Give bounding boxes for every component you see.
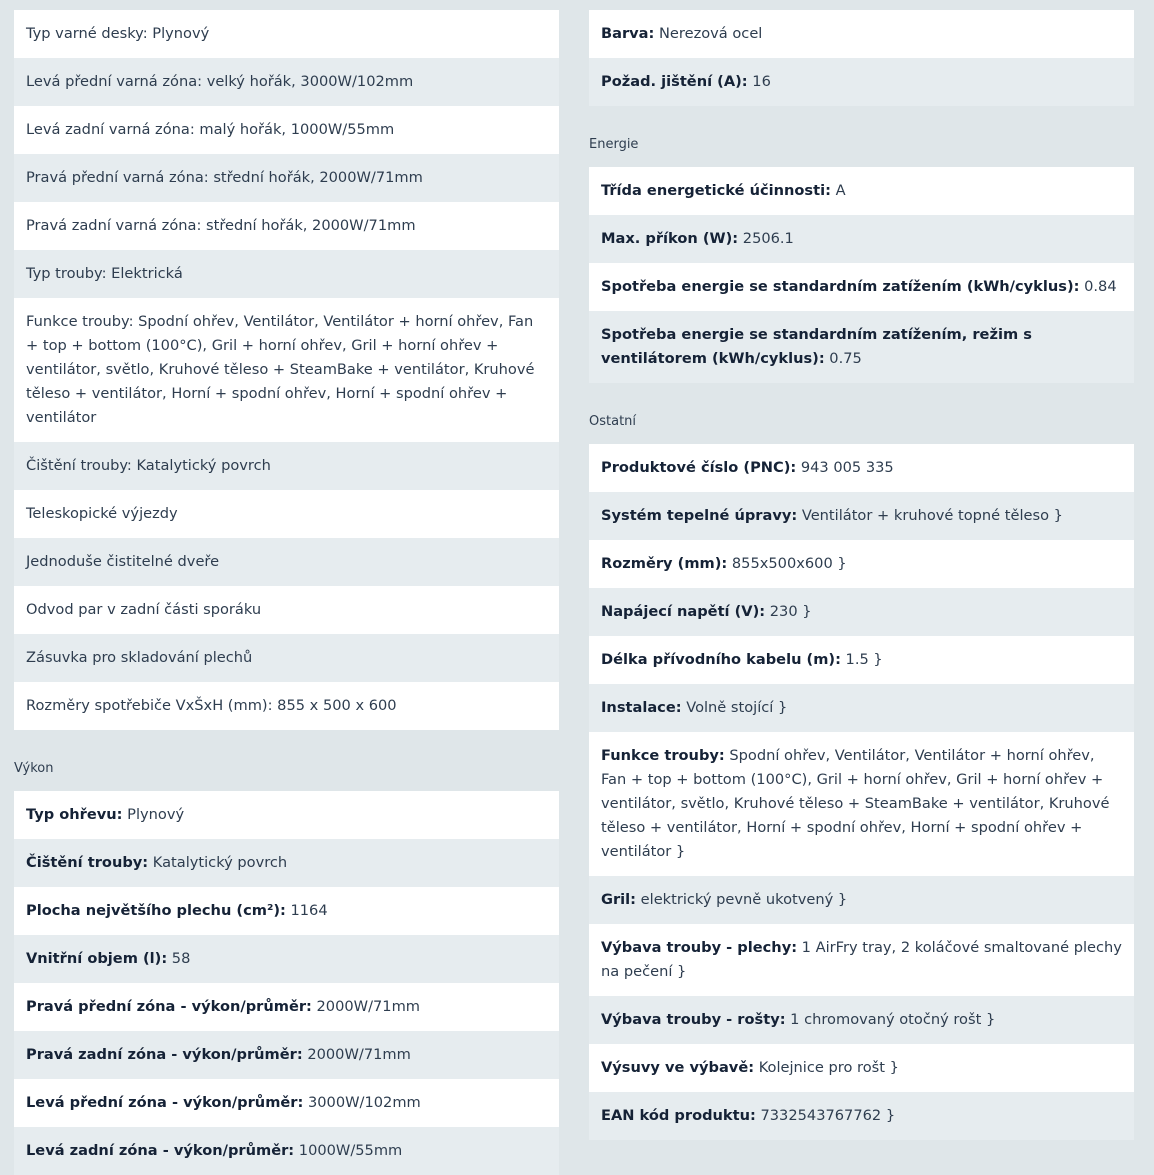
spec-value: 7332543767762 } xyxy=(755,1107,896,1124)
spec-value: 2000W/71mm xyxy=(302,1046,411,1063)
spec-key: Pravá zadní zóna - výkon/průměr: xyxy=(26,1046,303,1063)
feature-row: Funkce trouby: Spodní ohřev, Ventilátor, Ventilátor + horní ohřev, Fan + top + bottom (100°C), Gril + horní ohřev, Gril + horní ohřev + ventilátor, světlo, Kruhové těleso + SteamBake + ventilátor, Kruhové těleso + ventilátor, Horní + spodní ohřev, Horní + spodní ohřev + ventilátor xyxy=(14,298,559,442)
feature-row: Teleskopické výjezdy xyxy=(14,490,559,538)
spec-row xyxy=(589,876,1134,924)
spec-key: Levá zadní zóna - výkon/průměr: xyxy=(26,1142,295,1159)
vykon-list xyxy=(14,791,559,1175)
spec-key: Produktové číslo (PNC): xyxy=(601,459,797,476)
spec-value: 1 AirFry tray, 2 koláčové smaltované plechy na pečení } xyxy=(601,939,1122,980)
feature-row: Typ trouby: Elektrická xyxy=(14,250,559,298)
spec-row xyxy=(589,732,1134,876)
spec-key: Vnitřní objem (l): xyxy=(26,950,168,967)
spec-key: Pravá přední zóna - výkon/průměr: xyxy=(26,998,312,1015)
spec-value: 1 chromovaný otočný rošt } xyxy=(785,1011,996,1028)
section-title-ostatni: Ostatní xyxy=(589,414,637,429)
spec-value: Katalytický povrch xyxy=(148,854,288,871)
spec-key: Funkce trouby: xyxy=(601,747,725,764)
spec-value: 0.75 xyxy=(824,350,862,367)
spec-row xyxy=(589,492,1134,540)
spec-row xyxy=(589,263,1134,311)
spec-row xyxy=(14,1127,559,1175)
feature-row: Levá zadní varná zóna: malý hořák, 1000W/55mm xyxy=(14,106,559,154)
spec-row xyxy=(589,215,1134,263)
feature-row: Typ varné desky: Plynový xyxy=(14,10,559,58)
right-column xyxy=(589,10,1134,1140)
spec-row xyxy=(14,983,559,1031)
spec-key: Systém tepelné úpravy: xyxy=(601,507,798,524)
spec-value: Ventilátor + kruhové topné těleso } xyxy=(797,507,1063,524)
spec-key: Levá přední zóna - výkon/průměr: xyxy=(26,1094,304,1111)
section-title-vykon: Výkon xyxy=(14,761,54,776)
spec-key: Výbava trouby - rošty: xyxy=(601,1011,786,1028)
ostatni-list xyxy=(589,444,1134,1140)
feature-list xyxy=(14,10,559,730)
spec-key: EAN kód produktu: xyxy=(601,1107,756,1124)
spec-row xyxy=(589,540,1134,588)
spec-value: 0.84 xyxy=(1079,278,1117,295)
spec-row xyxy=(14,935,559,983)
spec-value: 1164 xyxy=(285,902,328,919)
energie-list xyxy=(589,167,1134,383)
spec-value: 3000W/102mm xyxy=(303,1094,421,1111)
spec-key: Čištění trouby: xyxy=(26,854,149,871)
spec-value: elektrický pevně ukotvený } xyxy=(636,891,848,908)
spec-value: 1000W/55mm xyxy=(294,1142,403,1159)
spec-row xyxy=(589,167,1134,215)
spec-value: Spodní ohřev, Ventilátor, Ventilátor + horní ohřev, Fan + top + bottom (100°C), Gril + horní ohřev, Gril + horní ohřev + ventilátor, světlo, Kruhové těleso + SteamBake + ventilátor, Kruhové těleso + ventilátor, Horní + spodní ohřev, Horní + spodní ohřev + ventilátor } xyxy=(601,747,1110,860)
section-title-energie: Energie xyxy=(589,137,639,152)
spec-key: Max. příkon (W): xyxy=(601,230,739,247)
spec-value: 855x500x600 } xyxy=(727,555,847,572)
feature-row: Odvod par v zadní části sporáku xyxy=(14,586,559,634)
spec-row xyxy=(589,924,1134,996)
spec-row xyxy=(589,996,1134,1044)
spec-row xyxy=(589,311,1134,383)
spec-row xyxy=(14,791,559,839)
spec-row xyxy=(14,1031,559,1079)
spec-key: Spotřeba energie se standardním zatížením, režim s ventilátorem (kWh/cyklus): xyxy=(601,326,1032,367)
feature-row: Pravá přední varná zóna: střední hořák, 2000W/71mm xyxy=(14,154,559,202)
left-column xyxy=(14,10,559,1175)
spec-row xyxy=(589,1044,1134,1092)
spec-row xyxy=(589,636,1134,684)
spec-value: 1.5 } xyxy=(840,651,883,668)
spec-value: Nerezová ocel xyxy=(654,25,763,42)
spec-key: Gril: xyxy=(601,891,637,908)
spec-key: Napájecí napětí (V): xyxy=(601,603,766,620)
feature-row: Čištění trouby: Katalytický povrch xyxy=(14,442,559,490)
spec-key: Požad. jištění (A): xyxy=(601,73,748,90)
spec-row xyxy=(14,887,559,935)
spec-key: Spotřeba energie se standardním zatížením (kWh/cyklus): xyxy=(601,278,1080,295)
spec-row xyxy=(589,588,1134,636)
spec-value: Plynový xyxy=(122,806,185,823)
spec-row xyxy=(589,684,1134,732)
spec-key: Délka přívodního kabelu (m): xyxy=(601,651,841,668)
feature-row: Rozměry spotřebiče VxŠxH (mm): 855 x 500 x 600 xyxy=(14,682,559,730)
spec-row xyxy=(589,1092,1134,1140)
spec-row xyxy=(589,58,1134,106)
general-list xyxy=(589,10,1134,106)
spec-key: Rozměry (mm): xyxy=(601,555,728,572)
spec-value: 230 } xyxy=(765,603,812,620)
spec-value: 58 xyxy=(167,950,191,967)
feature-row: Levá přední varná zóna: velký hořák, 3000W/102mm xyxy=(14,58,559,106)
spec-value: 2000W/71mm xyxy=(311,998,421,1015)
spec-value: 16 xyxy=(747,73,771,90)
spec-value: 943 005 335 xyxy=(796,459,894,476)
feature-row: Zásuvka pro skladování plechů xyxy=(14,634,559,682)
spec-key: Typ ohřevu: xyxy=(26,806,123,823)
spec-key: Výsuvy ve výbavě: xyxy=(601,1059,755,1076)
spec-key: Barva: xyxy=(601,25,655,42)
spec-key: Instalace: xyxy=(601,699,682,716)
spec-row xyxy=(589,444,1134,492)
spec-row xyxy=(14,839,559,887)
spec-value: A xyxy=(830,182,846,199)
spec-row xyxy=(14,1079,559,1127)
spec-value: Kolejnice pro rošt } xyxy=(754,1059,899,1076)
spec-value: 2506.1 xyxy=(738,230,794,247)
feature-row: Pravá zadní varná zóna: střední hořák, 2000W/71mm xyxy=(14,202,559,250)
spec-key: Plocha největšího plechu (cm²): xyxy=(26,902,286,919)
spec-value: Volně stojící } xyxy=(681,699,788,716)
spec-key: Výbava trouby - plechy: xyxy=(601,939,798,956)
feature-row: Jednoduše čistitelné dveře xyxy=(14,538,559,586)
spec-row xyxy=(589,10,1134,58)
spec-key: Třída energetické účinnosti: xyxy=(601,182,831,199)
